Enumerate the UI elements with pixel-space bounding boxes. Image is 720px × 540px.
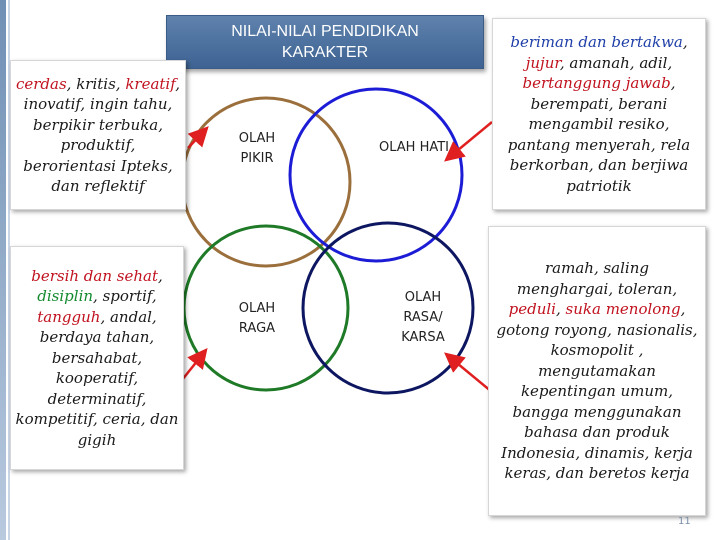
circle-label-olah-raga: OLAH RAGA xyxy=(238,301,276,336)
values-text-olah-rasa xyxy=(495,258,699,484)
value-segment: , xyxy=(157,266,163,285)
values-box-olah-pikir xyxy=(10,60,186,210)
value-segment: , berempati, berani mengambil resiko, pantang menyerah, rela berkorban, dan berjiwa patriotik xyxy=(507,74,691,195)
circle-label-olah-hati: OLAH HATI xyxy=(379,140,450,155)
arrow-hati xyxy=(446,122,492,160)
value-segment: suka menolong xyxy=(565,300,681,319)
values-text-olah-pikir xyxy=(15,74,181,197)
value-segment: kreatif xyxy=(125,74,176,93)
value-segment: , kritis, xyxy=(66,74,126,93)
value-segment: , xyxy=(682,33,688,51)
value-segment: , amanah, adil, xyxy=(559,53,673,72)
values-text-olah-raga xyxy=(15,266,179,451)
slide-title: NILAI-NILAI PENDIDIKAN KARAKTER xyxy=(166,15,484,69)
values-box-olah-rasa xyxy=(488,226,706,516)
value-segment: cerdas xyxy=(15,74,67,93)
values-box-olah-raga xyxy=(10,246,184,470)
value-segment: , sportif, xyxy=(93,287,157,306)
arrow-raga xyxy=(182,350,206,380)
circle-olah-pikir xyxy=(182,98,350,266)
value-segment: jujur xyxy=(525,53,560,72)
value-segment: disiplin xyxy=(37,287,94,306)
page-number: 11 xyxy=(678,516,691,527)
value-segment: ramah, saling menghargai, toleran, xyxy=(516,259,678,298)
value-segment: , andal, berdaya tahan, bersahabat, kooperatif, determinatif, kompetitif, ceria, dan gigih xyxy=(15,307,179,449)
value-segment: peduli xyxy=(508,300,556,319)
arrow-rasa xyxy=(446,354,492,392)
value-segment: bersih dan sehat xyxy=(31,266,158,285)
value-segment: tangguh xyxy=(37,307,101,326)
values-box-olah-hati xyxy=(492,18,706,210)
circle-label-olah-pikir: OLAH PIKIR xyxy=(238,131,276,166)
circle-olah-hati xyxy=(290,89,462,261)
value-segment: , xyxy=(555,300,566,319)
value-segment: , gotong royong, nasionalis, kosmopolit , mengutamakan kepentingan umum, bangga menggunakan bahasa dan produk Indonesia, dinamis, kerja keras, dan beretos kerja xyxy=(496,300,698,483)
value-segment: , inovatif, ingin tahu, berpikir terbuka, produktif, berorientasi Ipteks, dan reflektif xyxy=(23,74,181,195)
circle-label-olah-rasa: OLAH RASA/ KARSA xyxy=(401,290,445,345)
values-text-olah-hati xyxy=(499,32,699,196)
value-segment: bertanggung jawab xyxy=(522,74,671,92)
value-segment: beriman dan bertakwa xyxy=(510,33,683,51)
